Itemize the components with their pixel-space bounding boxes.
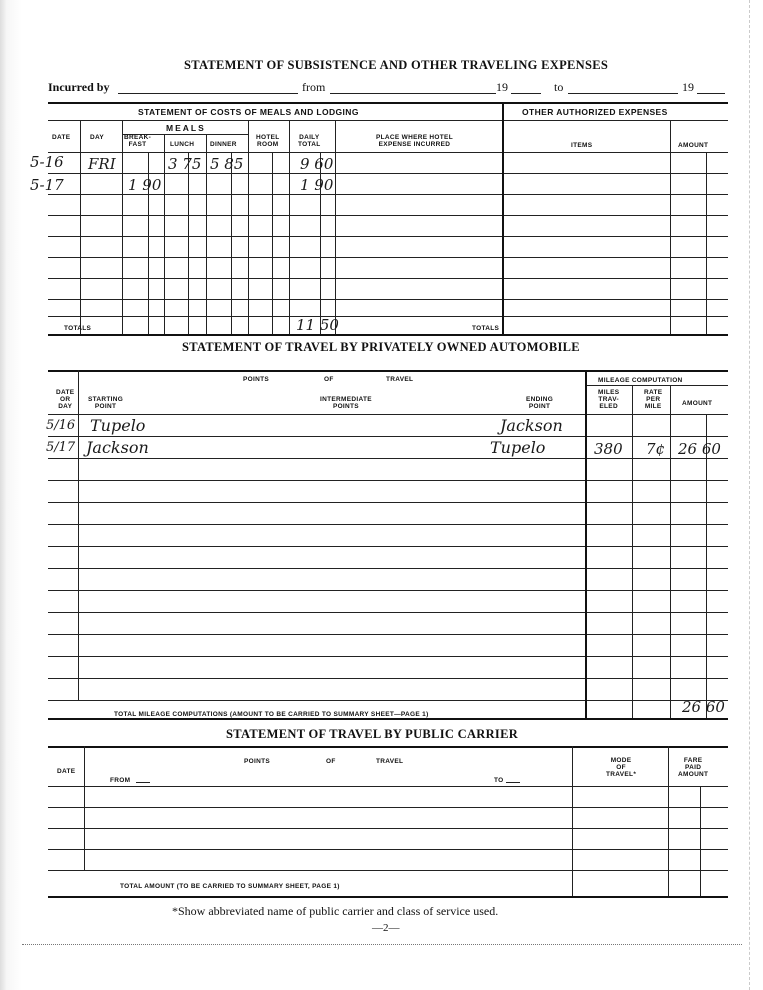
ending-point-header: ENDING POINT (526, 396, 554, 410)
to-label: to (554, 80, 564, 94)
carrier-section-title: STATEMENT OF TRAVEL BY PUBLIC CARRIER (226, 727, 519, 741)
total-mileage-value[interactable]: 26 60 (682, 698, 725, 716)
form-title: STATEMENT OF SUBSISTENCE AND OTHER TRAVELING EXPENSES (184, 58, 609, 72)
total-mileage-label: TOTAL MILEAGE COMPUTATIONS (AMOUNT TO BE CARRIED TO SUMMARY SHEET—PAGE 1) (114, 711, 429, 718)
date-header: DATE (52, 134, 71, 141)
hotel-room-header: HOTEL ROOM (256, 134, 280, 148)
amount-header: AMOUNT (678, 142, 709, 149)
incurred-by-line[interactable] (118, 93, 298, 94)
miles-traveled-header: MILES TRAV- ELED (598, 389, 620, 410)
fare-paid-header: FARE PAID AMOUNT (678, 757, 709, 778)
meal-row2-breakfast[interactable]: 1 90 (128, 176, 162, 194)
rate-per-mile-header: RATE PER MILE (644, 389, 663, 410)
lunch-header: LUNCH (170, 141, 195, 148)
incurred-by-label: Incurred by (48, 80, 110, 94)
meals-totals-label: TOTALS (64, 325, 92, 332)
day-header: DAY (90, 134, 105, 141)
carrier-from-header: FROM (110, 777, 131, 784)
auto-row1-start[interactable]: Tupelo (90, 416, 146, 435)
year-line-2[interactable] (697, 93, 725, 94)
auto-amount-header: AMOUNT (682, 400, 713, 407)
auto-row2-miles[interactable]: 380 (594, 440, 623, 458)
starting-point-header: STARTING POINT (88, 396, 124, 410)
meals-section-title: STATEMENT OF COSTS OF MEALS AND LODGING (138, 107, 359, 117)
intermediate-points-header: INTERMEDIATE POINTS (320, 396, 372, 410)
auto-row1-date[interactable]: 5/16 (46, 418, 76, 433)
scan-left-edge (0, 0, 22, 990)
auto-row2-start[interactable]: Jackson (86, 438, 149, 457)
mileage-computation-header: MILEAGE COMPUTATION (598, 377, 683, 384)
dinner-header: DINNER (210, 141, 237, 148)
place-header: PLACE WHERE HOTEL EXPENSE INCURRED (376, 134, 453, 148)
meal-row1-lunch[interactable]: 3 75 (168, 155, 202, 173)
carrier-travel-header: TRAVEL (376, 758, 404, 765)
to-line[interactable] (568, 93, 678, 94)
auto-row2-date[interactable]: 5/17 (46, 440, 76, 455)
auto-of-header: OF (324, 376, 334, 383)
year-line-1[interactable] (511, 93, 541, 94)
scan-right-edge (749, 0, 763, 990)
auto-points-header: POINTS (243, 376, 269, 383)
auto-row2-amount[interactable]: 26 60 (678, 440, 721, 458)
carrier-points-header: POINTS (244, 758, 270, 765)
carrier-date-header: DATE (57, 768, 76, 775)
meal-row1-day[interactable]: FRI (88, 155, 116, 173)
auto-row1-end[interactable]: Jackson (500, 416, 563, 435)
other-totals-label: TOTALS (472, 325, 500, 332)
auto-row2-rate[interactable]: 7¢ (646, 440, 666, 458)
other-expenses-title: OTHER AUTHORIZED EXPENSES (522, 107, 668, 117)
meal-row1-daily[interactable]: 9 60 (300, 155, 334, 173)
items-header: ITEMS (571, 142, 593, 149)
meal-row1-date[interactable]: 5-16 (30, 153, 64, 171)
carrier-of-header: OF (326, 758, 336, 765)
breakfast-header: BREAK- FAST (124, 134, 152, 148)
from-label: from (302, 80, 326, 94)
from-line[interactable] (330, 93, 496, 94)
page-bottom-rule (22, 944, 742, 945)
meal-row2-daily[interactable]: 1 90 (300, 176, 334, 194)
carrier-total-label: TOTAL AMOUNT (TO BE CARRIED TO SUMMARY SHEET, PAGE 1) (120, 883, 340, 890)
carrier-to-header: TO (494, 777, 504, 784)
auto-travel-header: TRAVEL (386, 376, 414, 383)
auto-section-title: STATEMENT OF TRAVEL BY PRIVATELY OWNED AUTOMOBILE (182, 340, 580, 354)
meals-header: MEALS (166, 123, 206, 133)
page-number: —2— (372, 922, 400, 934)
year-label-1: 19 (496, 80, 508, 94)
mode-of-travel-header: MODE OF TRAVEL* (606, 757, 637, 778)
auto-row2-end[interactable]: Tupelo (490, 438, 546, 457)
footnote: *Show abbreviated name of public carrier and class of service used. (172, 904, 499, 918)
auto-date-header: DATE OR DAY (56, 389, 75, 410)
meal-row2-date[interactable]: 5-17 (30, 176, 64, 194)
daily-total-header: DAILY TOTAL (298, 134, 321, 148)
meal-row1-dinner[interactable]: 5 85 (210, 155, 244, 173)
year-label-2: 19 (682, 80, 694, 94)
meals-totals-value[interactable]: 11 50 (296, 316, 339, 334)
